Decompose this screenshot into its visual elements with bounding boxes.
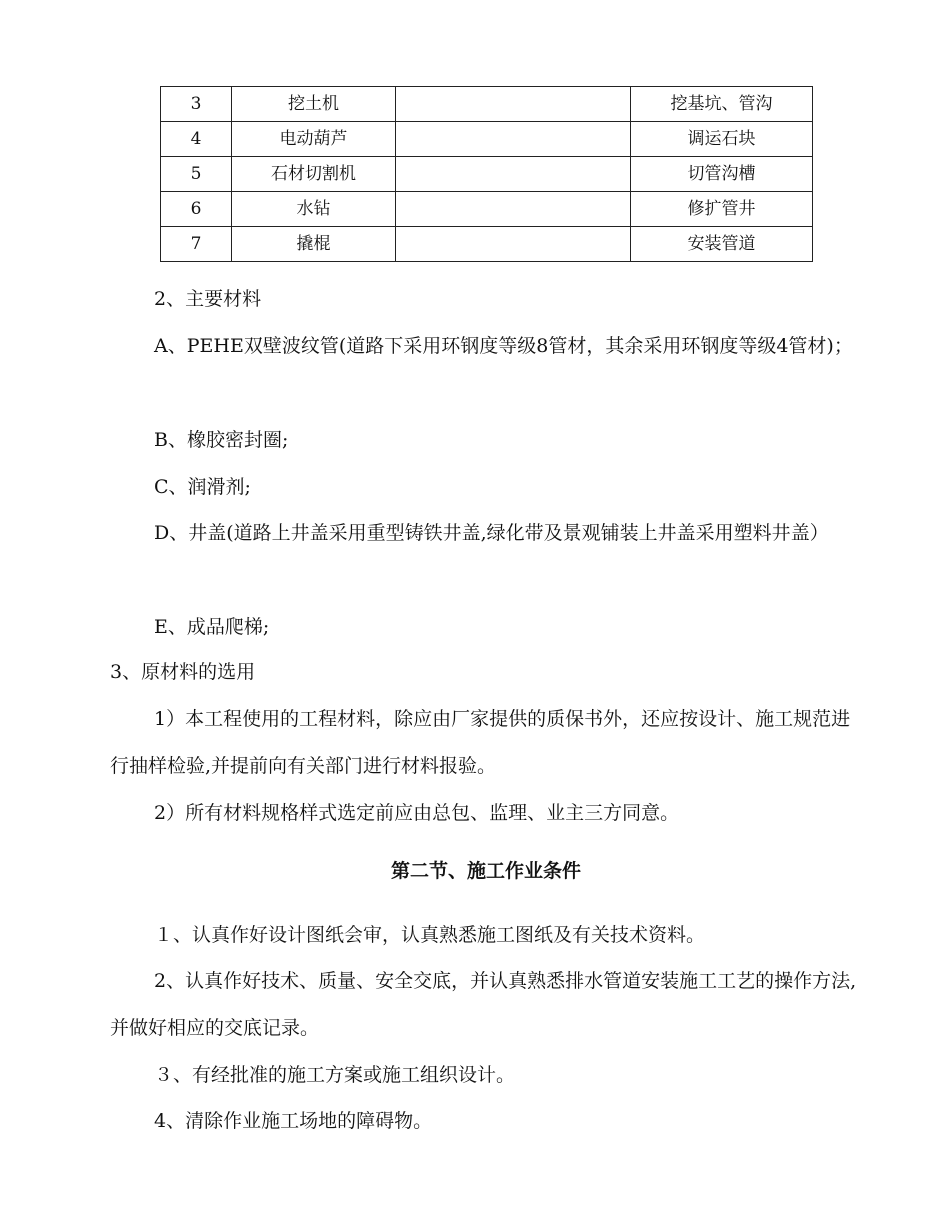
- spec-cell: [396, 227, 631, 262]
- row-number-cell: 3: [161, 87, 232, 122]
- row-number-cell: 6: [161, 192, 232, 227]
- equipment-name-cell: 石材切割机: [232, 157, 396, 192]
- equipment-name-cell: 挖土机: [232, 87, 396, 122]
- row-number-cell: 4: [161, 122, 232, 157]
- usage-cell: 安装管道: [631, 227, 813, 262]
- table-row: [161, 122, 813, 157]
- spec-cell: [396, 192, 631, 227]
- usage-cell: 修扩管井: [631, 192, 813, 227]
- condition-item-3: ３、有经批准的施工方案或施工组织设计。: [154, 1064, 516, 1086]
- raw-materials-item-2: 2）所有材料规格样式选定前应由总包、监理、业主三方同意。: [154, 802, 680, 824]
- material-item-a: A、PEHE双壁波纹管(道路下采用环钢度等级8管材，其余采用环钢度等级4管材)；: [154, 335, 853, 357]
- material-item-d: D、井盖(道路上井盖采用重型铸铁井盖,绿化带及景观铺装上井盖采用塑料井盖）: [154, 522, 829, 544]
- spec-cell: [396, 122, 631, 157]
- usage-cell: 挖基坑、管沟: [631, 87, 813, 122]
- equipment-table-body: [161, 87, 813, 262]
- equipment-name-cell: 水钻: [232, 192, 396, 227]
- table-row: [161, 157, 813, 192]
- row-number-cell: 7: [161, 227, 232, 262]
- condition-item-4: 4、清除作业施工场地的障碍物。: [154, 1110, 433, 1132]
- table-row: [161, 227, 813, 262]
- raw-materials-item-1: 1）本工程使用的工程材料，除应由厂家提供的质保书外，还应按设计、施工规范进行抽样检验,并提前向有关部门进行材料报验。: [110, 708, 851, 777]
- condition-item-1: １、认真作好设计图纸会审，认真熟悉施工图纸及有关技术资料。: [154, 924, 706, 946]
- spec-cell: [396, 87, 631, 122]
- equipment-name-cell: 撬棍: [232, 227, 396, 262]
- material-item-c: C、润滑剂;: [154, 476, 251, 498]
- spec-cell: [396, 157, 631, 192]
- row-number-cell: 5: [161, 157, 232, 192]
- equipment-name-cell: 电动葫芦: [232, 122, 396, 157]
- table-row: [161, 192, 813, 227]
- usage-cell: 切管沟槽: [631, 157, 813, 192]
- table-row: [161, 87, 813, 122]
- usage-cell: 调运石块: [631, 122, 813, 157]
- section-heading: 第二节、施工作业条件: [390, 860, 581, 882]
- material-item-e: E、成品爬梯;: [154, 616, 270, 638]
- materials-title: 2、主要材料: [154, 288, 262, 310]
- raw-materials-title: 3、原材料的选用: [110, 661, 256, 683]
- equipment-table: [160, 86, 813, 262]
- material-item-b: B、橡胶密封圈;: [154, 429, 289, 451]
- condition-item-2: 2、认真作好技术、质量、安全交底，并认真熟悉排水管道安装施工工艺的操作方法,并做好相应的交底记录。: [110, 970, 857, 1039]
